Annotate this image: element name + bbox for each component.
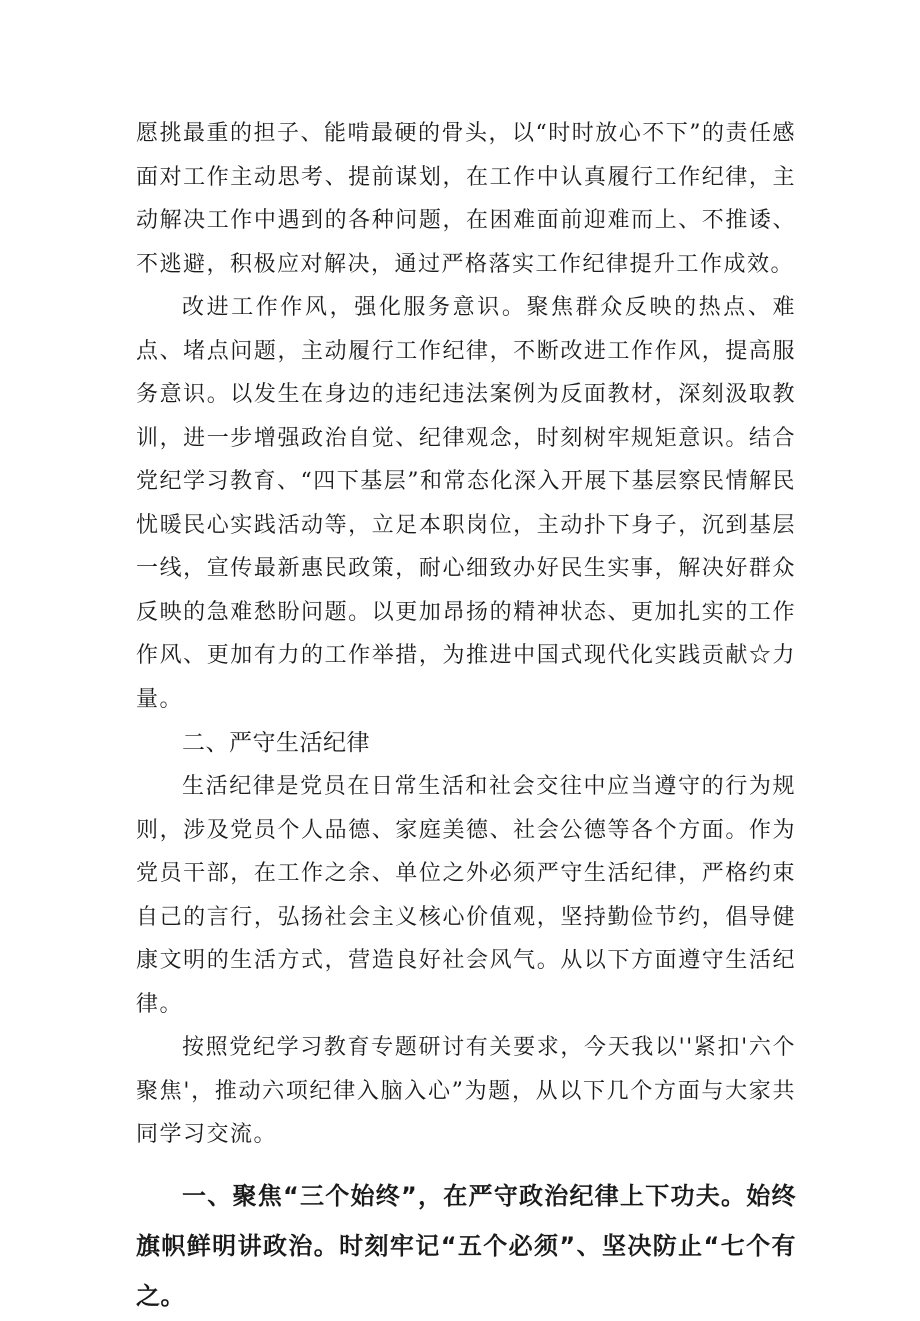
paragraph-improve-work-style: 改进工作作风，强化服务意识。聚焦群众反映的热点、难点、堵点问题，主动履行工作纪律，不断改进工作作风，提高服务意识。以发生在身边的违纪违法案例为反面教材，深刻汲取教训，进一步增强政治自觉、纪律观念，时刻树牢规矩意识。结合党纪学习教育、“四下基层”和常态化深入开展下基层察民情解民忧暖民心实践活动等，立足本职岗位，主动扑下身子，沉到基层一线，宣传最新惠民政策，耐心细致办好民生实事，解决好群众反映的急难愁盼问题。以更加昂扬的精神状态、更加扎实的工作作风、更加有力的工作举措，为推进中国式现代化实践贡献☆力量。	[136, 295, 796, 712]
paragraph-life-discipline: 生活纪律是党员在日常生活和社会交往中应当遵守的行为规则，涉及党员个人品德、家庭美德、社会公德等各个方面。作为党员干部，在工作之余、单位之外必须严守生活纪律，严格约束自己的言行，弘扬社会主义核心价值观，坚持勤俭节约，倡导健康文明的生活方式，营造良好社会风气。从以下方面遵守生活纪律。	[136, 774, 796, 1017]
paragraph-study-requirements: 按照党纪学习教育专题研讨有关要求，今天我以''紧扣'六个聚焦'，推动六项纪律入脑入心”为题，从以下几个方面与大家共同学习交流。	[136, 1035, 796, 1147]
section-heading-life-discipline: 二、严守生活纪律	[182, 730, 370, 756]
paragraph-work-discipline-continued: 愿挑最重的担子、能啃最硬的骨头，以“时时放心不下”的责任感面对工作主动思考、提前谋划，在工作中认真履行工作纪律，主动解决工作中遇到的各种问题，在困难面前迎难而上、不推诿、不逃避，积极应对解决，通过严格落实工作纪律提升工作成效。	[136, 121, 796, 277]
document-page	[136, 112, 796, 1321]
paragraph-political-discipline: 一、聚焦“三个始终”，在严守政治纪律上下功夫。始终旗帜鲜明讲政治。时刻牢记“五个必须”、坚决防止“七个有之。	[136, 1181, 796, 1310]
